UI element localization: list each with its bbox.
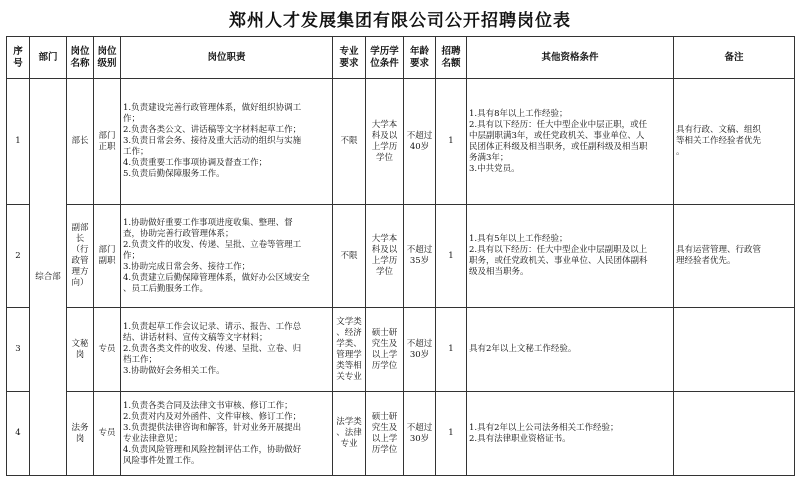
cell-text: 法务 岗 [71,422,89,444]
cell-text: 硕士研 究生及 以上学 历学位 [371,327,398,371]
cell-major [333,79,366,205]
cell-text: 具有2年以上文秘工作经验。 [469,344,577,354]
cell-pos-name [67,308,94,392]
cell-text: 2 [15,250,21,261]
cell-remark [674,205,795,308]
cell-pos-level [94,308,121,392]
cell-text: 岗位职责 [207,51,246,63]
header-major [333,37,366,79]
cell-text: 副部 长 （行 政管 理方 向） [71,223,89,288]
cell-text: 大学本 科及以 上学历 学位 [371,119,398,163]
cell-pos-name [67,79,94,205]
header-duties [121,37,333,79]
cell-text: 1 [448,250,454,261]
cell-age [404,308,436,392]
header-row [7,37,795,79]
cell-text: 岗位 级别 [97,45,117,69]
cell-text: 文学类 、经济 学类、 管理学 类等相 关专业 [336,316,362,382]
cell-text: 部门 正职 [98,130,116,152]
header-other [467,37,674,79]
header-pos-name [67,37,94,79]
header-education [366,37,404,79]
cell-text: 具有行政、文稿、组织 等相关工作经验者优先 。 [676,125,762,157]
cell-other [467,79,674,205]
cell-text: 综合部 [35,271,61,282]
header-remark [674,37,795,79]
cell-text: 岗位 名称 [70,45,90,69]
cell-age [404,79,436,205]
header-age [404,37,436,79]
cell-text: 不限 [340,250,358,261]
cell-pos-name [67,205,94,308]
header-dept [30,37,67,79]
cell-text: 1 [448,344,454,354]
cell-count [436,392,467,476]
cell-text: 专员 [98,344,116,354]
cell-count [436,205,467,308]
cell-seq [7,308,30,392]
cell-text: 不超过 40岁 [406,130,433,152]
cell-text: 1.负责建设完善行政管理体系，做好组织协调工 作； 2.负责各类公文、讲话稿等文字材料起草工作； 3.负责日常会务、接待及重大活动的组织与实施 工作； 4.负责重要工作事项协调及督查工作； 5.负责后勤保障服务工作。 [123,103,302,179]
cell-major [333,308,366,392]
cell-education [366,79,404,205]
cell-text: 1.协助做好重要工作事项进度收集、整理、督 查，协助完善行政管理体系； 2.负责文件的收发、传递、呈批、立卷等管理工 作； 3.协助完成日常会务、接待工作； 4.负责建立后勤保障管理体系，做好办公区域安全 、员工后勤服务工作。 [123,217,310,294]
cell-text: 年龄 要求 [409,45,429,69]
header-count [436,37,467,79]
cell-remark [674,308,795,392]
cell-text: 专员 [98,428,116,438]
page-title: 郑州人才发展集团有限公司公开招聘岗位表 [229,11,571,31]
cell-duties [121,79,333,205]
cell-text: 法学类 、法律 专业 [336,417,362,449]
cell-seq [7,205,30,308]
cell-seq [7,392,30,476]
cell-education [366,392,404,476]
cell-duties [121,392,333,476]
cell-text: 1 [448,136,454,146]
cell-text: 1.具有5年以上工作经验； 2.具有以下经历：任大中型企业中层副职及以上 职务，或任党政机关、事业单位、人民团体副科 级及相当职务。 [469,234,648,277]
cell-count [436,79,467,205]
cell-pos-level [94,79,121,205]
cell-text: 硕士研 究生及 以上学 历学位 [371,411,398,455]
cell-duties [121,205,333,308]
cell-text: 部门 副职 [98,245,116,266]
cell-other [467,205,674,308]
table-row [7,79,795,205]
cell-text: 4 [15,428,21,438]
cell-pos-name [67,392,94,476]
table-row [7,308,795,392]
cell-text: 不超过 30岁 [406,338,433,360]
cell-text: 1 [15,136,21,146]
table-row [7,205,795,308]
cell-duties [121,308,333,392]
cell-major [333,205,366,308]
cell-text: 1.负责各类合同及法律文书审核、修订工作； 2.负责对内及对外函件、文件审核、修订工作； 3.负责提供法律咨询和解答，针对业务开展提出 专业法律意见； 4.负责风险管理和风险控制评估工作，协助做好 风险事件处置工作。 [123,400,302,466]
cell-major [333,392,366,476]
cell-count [436,308,467,392]
cell-text: 不超过 35岁 [406,245,433,266]
cell-text: 部门 [38,51,58,63]
cell-text: 专业 要求 [339,45,359,69]
header-pos-level [94,37,121,79]
cell-text: 序 号 [13,45,23,69]
cell-pos-level [94,392,121,476]
cell-department [30,79,67,476]
cell-other [467,308,674,392]
cell-pos-level [94,205,121,308]
cell-education [366,205,404,308]
cell-education [366,308,404,392]
cell-text: 部长 [71,136,89,146]
cell-age [404,205,436,308]
cell-text: 学历学 位条件 [370,45,399,69]
cell-other [467,392,674,476]
cell-text: 文秘 岗 [71,338,89,360]
cell-text: 不限 [340,136,358,146]
cell-text: 不超过 30岁 [406,422,433,444]
cell-text: 其他资格条件 [541,51,599,63]
cell-remark [674,79,795,205]
cell-age [404,392,436,476]
cell-text: 3 [15,344,21,354]
cell-text: 1.具有8年以上工作经验； 2.具有以下经历：任大中型企业中层正职，或任 中层副职满3年，或任党政机关、事业单位、人 民团体正科级及相当职务，或任副科级及相当职 务满3年； 3.中共党员。 [469,108,648,174]
header-seq [7,37,30,79]
cell-text: 1.具有2年以上公司法务相关工作经验； 2.具有法律职业资格证书。 [469,422,619,444]
cell-text: 1 [448,428,454,438]
cell-remark [674,392,795,476]
recruitment-table [6,36,795,476]
table-row [7,392,795,476]
cell-seq [7,79,30,205]
cell-text: 1.负责起草工作会议记录、请示、报告、工作总 结、讲话材料、宣传文稿等文字材料； 2.负责各类文件的收发、传递、呈批、立卷、归 档工作； 3.协助做好会务相关工作。 [123,322,302,376]
cell-text: 具有运营管理、行政管 理经验者优先。 [676,245,762,266]
cell-text: 大学本 科及以 上学历 学位 [371,234,398,277]
cell-text: 招聘 名额 [441,45,461,69]
cell-text: 备注 [724,51,744,63]
